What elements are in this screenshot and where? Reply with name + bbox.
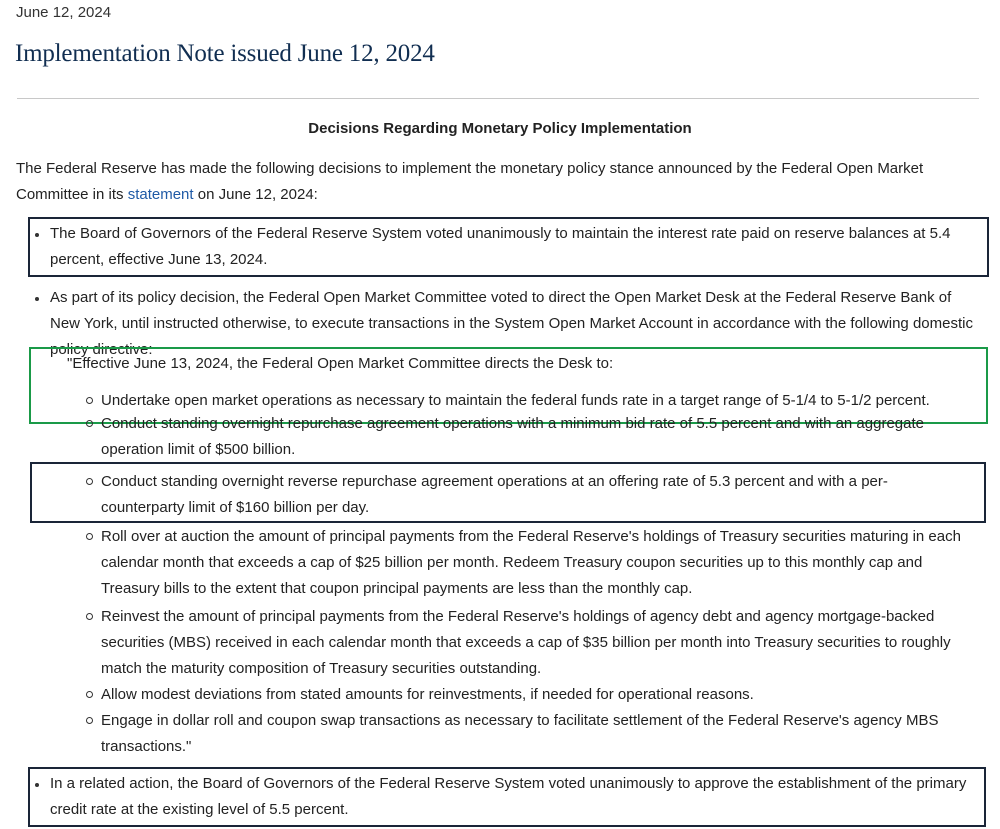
divider xyxy=(17,98,979,99)
sub-bullet-agency-reinvest: Reinvest the amount of principal payments from the Federal Reserve's holdings of agency debt and agency mortgage-backed securities (MBS) received in each calendar month that exceeds a cap of $35 billion per month into Treasury securities to roughly match the maturity composition of Treasury securities outstanding. xyxy=(101,608,951,677)
intro-paragraph xyxy=(16,156,976,208)
sub-bullet-modest-deviations: Allow modest deviations from stated amounts for reinvestments, if needed for operational reasons. xyxy=(101,686,754,703)
highlight-box-irob xyxy=(28,217,989,277)
highlight-box-reverse-repo xyxy=(30,462,986,523)
section-heading: Decisions Regarding Monetary Policy Implementation xyxy=(308,120,692,137)
sub-bullet-reverse-repo: Conduct standing overnight reverse repurchase agreement operations at an offering rate of 5.3 percent and with a per-counterparty limit of $160 billion per day. xyxy=(101,473,888,516)
intro-text-after: on June 12, 2024: xyxy=(193,186,318,203)
highlight-box-primary-credit xyxy=(28,767,986,827)
sub-bullet-circle-icon xyxy=(86,613,93,620)
clipped-row-standing-repo xyxy=(0,415,1000,462)
release-date: June 12, 2024 xyxy=(16,4,112,21)
sub-bullet-circle-icon xyxy=(86,420,93,427)
page-title: Implementation Note issued June 12, 2024 xyxy=(15,40,435,67)
bullet-dot-icon xyxy=(35,297,39,301)
sub-bullet-circle-icon xyxy=(86,533,93,540)
intro-text-before: The Federal Reserve has made the following decisions to implement the monetary policy stance announced by the Federal Open Market Committee in its xyxy=(16,160,924,203)
statement-link[interactable]: statement xyxy=(127,186,194,203)
bullet-item-fomc-directive: As part of its policy decision, the Federal Open Market Committee voted to direct the Open Market Desk at the Federal Reserve Bank of New York, until instructed otherwise, to execute transactions in the System Open Market Account in accordance with the following domestic policy directive: xyxy=(50,289,973,358)
bullet-item-irob: The Board of Governors of the Federal Reserve System voted unanimously to maintain the interest rate paid on reserve balances at 5.4 percent, effective June 13, 2024. xyxy=(50,225,951,268)
sub-bullet-standing-repo: Conduct standing overnight repurchase agreement operations with a minimum bid rate of 5.5 percent and with an aggregate operation limit of $500 billion. xyxy=(101,415,924,458)
bullet-item-primary-credit: In a related action, the Board of Governors of the Federal Reserve System voted unanimously to approve the establishment of the primary credit rate at the existing level of 5.5 percent. xyxy=(50,775,967,818)
sub-bullet-fed-funds-target: Undertake open market operations as necessary to maintain the federal funds rate in a target range of 5-1/4 to 5-1/2 percent. xyxy=(101,392,930,409)
sub-bullet-circle-icon xyxy=(86,691,93,698)
sub-bullet-dollar-roll: Engage in dollar roll and coupon swap transactions as necessary to facilitate settlement of the Federal Reserve's agency MBS transactions." xyxy=(101,712,939,755)
sub-bullet-circle-icon xyxy=(86,717,93,724)
sub-bullet-treasury-rollover: Roll over at auction the amount of principal payments from the Federal Reserve's holdings of Treasury securities maturing in each calendar month that exceeds a cap of $25 billion per month. Redeem Treasury coupon securities up to this monthly cap and Treasury bills to the extent that coupon principal payments are less than the monthly cap. xyxy=(101,528,961,597)
directive-intro: "Effective June 13, 2024, the Federal Open Market Committee directs the Desk to: xyxy=(67,355,614,372)
